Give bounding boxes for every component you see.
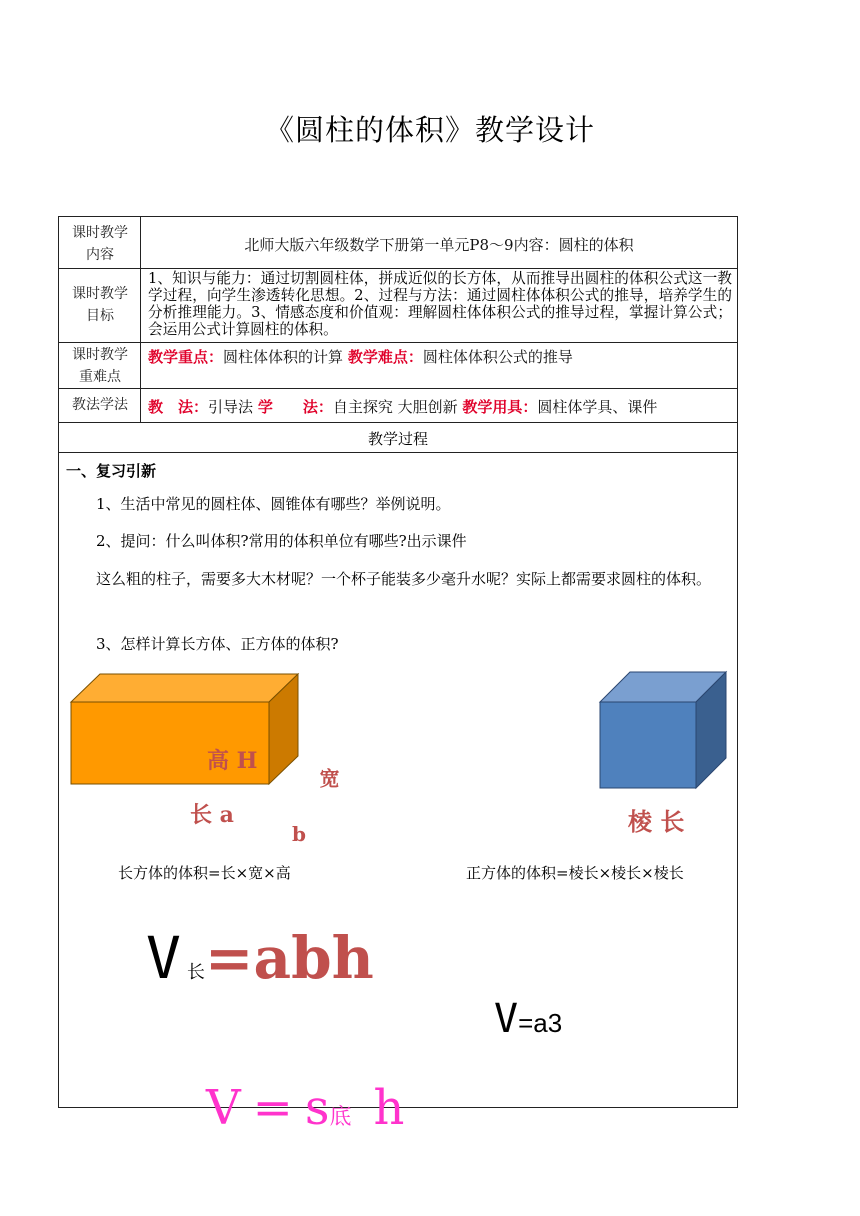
- paragraph-2: 2、提问：什么叫体积?常用的体积单位有哪些?出示课件: [96, 532, 467, 550]
- width-label: 宽: [316, 768, 340, 788]
- paragraph-4: 3、怎样计算长方体、正方体的体积?: [96, 635, 339, 653]
- row-divider: [58, 452, 738, 453]
- teach-text: 引导法: [208, 398, 254, 416]
- methods-label: 教法学法: [72, 397, 128, 413]
- cuboid-formula-sub: 长: [186, 962, 205, 983]
- paragraph-1: 1、生活中常见的圆柱体、圆锥体有哪些？举例说明。: [96, 495, 451, 513]
- height-label: 高 H: [207, 748, 258, 774]
- cylinder-formula-sub: 底: [329, 1105, 352, 1130]
- teach-label: 教 法：: [148, 398, 209, 416]
- cuboid-formula-v: V: [146, 924, 181, 992]
- goals-label: 课时教学 目标: [72, 286, 128, 324]
- cuboid-top-face: [71, 674, 298, 702]
- process-header: 教学过程: [367, 430, 428, 448]
- difficulty-label: 教学难点：: [347, 348, 423, 366]
- content-text: 北师大版六年级数学下册第一单元P8～9内容：圆柱的体积: [244, 236, 634, 254]
- paragraph-3: 这么粗的柱子，需要多大木材呢？一个杯子能装多少毫升水呢？实际上都需要求圆柱的体积。: [96, 570, 712, 588]
- tools-text: 圆柱体学具、课件: [537, 398, 658, 416]
- cuboid-formula: [146, 924, 374, 992]
- key-points-text: [148, 346, 573, 367]
- section-heading: 一、复习引新: [66, 462, 157, 480]
- cube-formula-rest: =a3: [518, 1008, 563, 1038]
- row-divider: [58, 388, 738, 389]
- cuboid-figure: [68, 672, 304, 788]
- cube-figure: [598, 670, 730, 792]
- row-divider: [58, 268, 738, 269]
- cylinder-formula-h: h: [373, 1080, 405, 1136]
- difficulty-text: 圆柱体体积公式的推导: [422, 348, 573, 366]
- b-label: b: [292, 822, 306, 846]
- cube-formula: [494, 996, 562, 1042]
- learn-label: 学 法：: [257, 398, 333, 416]
- learn-text: 自主探究 大胆创新: [332, 398, 458, 416]
- goals-text: 1、知识与能力：通过切割圆柱体，拼成近似的长方体，从而推导出圆柱的体积公式这一教学过程，向学生渗透转化思想。2、过程与方法：通过圆柱体体积公式的推导，培养学生的分析推理能力。3、情感态度和价值观：理解圆柱体体积公式的推导过程，掌握计算公式；会运用公式计算圆柱的体积。: [148, 270, 732, 338]
- cube-front-face: [600, 702, 696, 788]
- cube-caption: 正方体的体积=棱长×棱长×棱长: [466, 864, 684, 882]
- tools-label: 教学用具：: [462, 398, 538, 416]
- cuboid-caption: 长方体的体积=长×宽×高: [118, 864, 291, 882]
- cylinder-formula-s: s: [304, 1080, 330, 1136]
- cylinder-formula-eq: =: [252, 1080, 293, 1136]
- cube-formula-v: V: [494, 996, 519, 1042]
- document-title: 《圆柱的体积》教学设计: [264, 113, 595, 147]
- key-points-label: 课时教学 重难点: [72, 347, 128, 385]
- row-divider: [58, 422, 738, 423]
- cylinder-formula: [206, 1080, 404, 1136]
- row-divider: [58, 342, 738, 343]
- cylinder-formula-v: V: [206, 1080, 241, 1136]
- focus-text: 圆柱体体积的计算: [223, 348, 344, 366]
- content-label: 课时教学 内容: [72, 225, 128, 263]
- methods-text: [148, 396, 657, 417]
- cuboid-formula-rest: =abh: [204, 924, 374, 992]
- edge-label: 棱 长: [628, 807, 685, 836]
- focus-label: 教学重点：: [148, 348, 224, 366]
- length-label: 长 a: [190, 802, 234, 828]
